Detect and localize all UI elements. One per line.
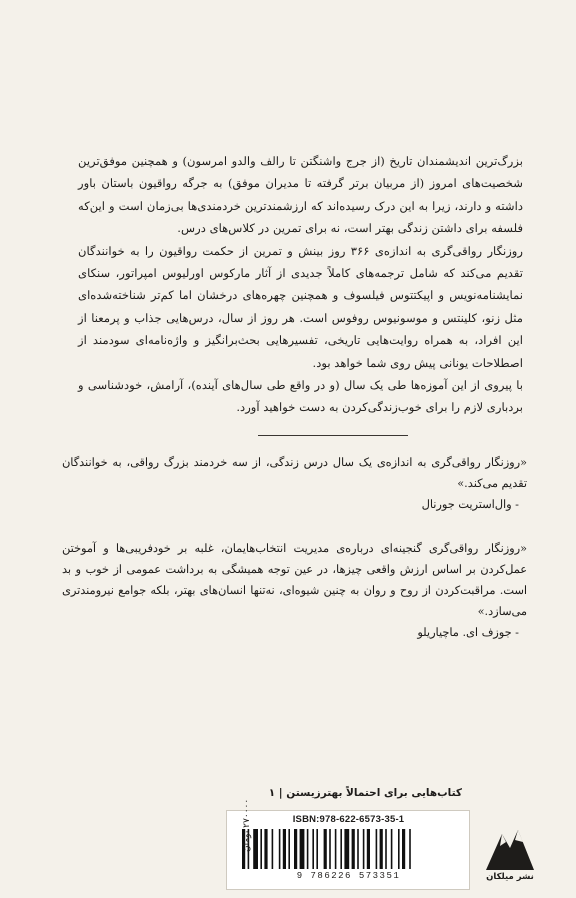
quote-text: «روزنگار رواقی‌گری گنجینه‌ای درباره‌ی مدیریت انتخاب‌هایمان، غلبه بر خودفریبی‌ها و آموختن عمل‌کردن بر اساس ارزش واقعی چیزها، در عین توجه همیشگی به برداشت عمومی از خوب و بد است. مراقبت‌کردن از روح و روان به چنین شیوه‌ای، نه‌تنها انسان‌های بهتر، بلکه جوامع نیرومندتری می‌سازد.» (62, 542, 527, 618)
isbn-label: ISBN:978-622-6573-35-1 (292, 814, 405, 825)
cover-blurb (78, 150, 523, 419)
quote-author: - وال‌استریت جورنال (421, 498, 519, 511)
blurb-paragraph-1: بزرگ‌ترین اندیشمندان تاریخ (از جرج واشنگتن تا رالف والدو امرسون) و همچنین موفق‌ترین شخصیت‌های امروز (از مربیان برتر گرفته تا مدیران موفق) به جرگه رواقیون باستان باور داشته و دارند، زیرا به این درک رسیده‌اند که ارزشمندترین خردمندی‌ها بی‌زمان است و این‌که فلسفه برای داشتن زندگی بهتر است، نه برای تمرین در کلاس‌های درس. (78, 154, 523, 236)
blurb-paragraph-3: با پیروی از این آموزه‌ها طی یک سال (و در واقع طی سال‌های آینده)، آرامش، خودشناسی و بردباری لازم را برای خوب‌زندگی‌کردن به دست خواهید آورد. (78, 378, 523, 415)
publisher-name: نشر میلکان (486, 872, 534, 882)
review-quote-1 (62, 452, 527, 515)
price-label: ۲۷۰۰۰۰ تومان (242, 798, 252, 852)
quote-author: - جوزف ای. ماچیاریلو (417, 626, 519, 639)
section-divider (258, 435, 408, 436)
blurb-paragraph-2: روزنگار رواقی‌گری به اندازه‌ی ۳۶۶ روز بینش و تمرین از حکمت رواقیون را به خوانندگان تقدیم می‌کند که شامل ترجمه‌های کاملاً جدیدی از آثار مارکوس اورلیوس امپراتور، سنکای نمایشنامه‌نویس و اپیکتتوس فیلسوف و همچنین چهره‌های درخشان اما کم‌تر شناخته‌شده‌ای مثل زنو، کلینتس و موسونیوس روفوس است. هر روز از سال، درس‌هایی جذاب و پرمعنا از این افراد، به همراه روایت‌هایی تاریخی، تفسیرهایی بحث‌برانگیز و واژه‌نامه‌ای سودمند از اصطلاحات یونانی پیش روی شما خواهد بود. (78, 243, 524, 370)
series-title: کتاب‌هایی برای احتمالاً بهترزیستن | ۱ (268, 787, 462, 799)
barcode-icon (240, 829, 456, 869)
barcode-digits: 9 786226 573351 (296, 871, 401, 881)
review-quote-2 (62, 538, 527, 643)
quote-text: «روزنگار رواقی‌گری به اندازه‌ی یک سال درس زندگی، از سه خردمند بزرگ رواقی، به خوانندگان تقدیم می‌کند.» (62, 456, 527, 490)
